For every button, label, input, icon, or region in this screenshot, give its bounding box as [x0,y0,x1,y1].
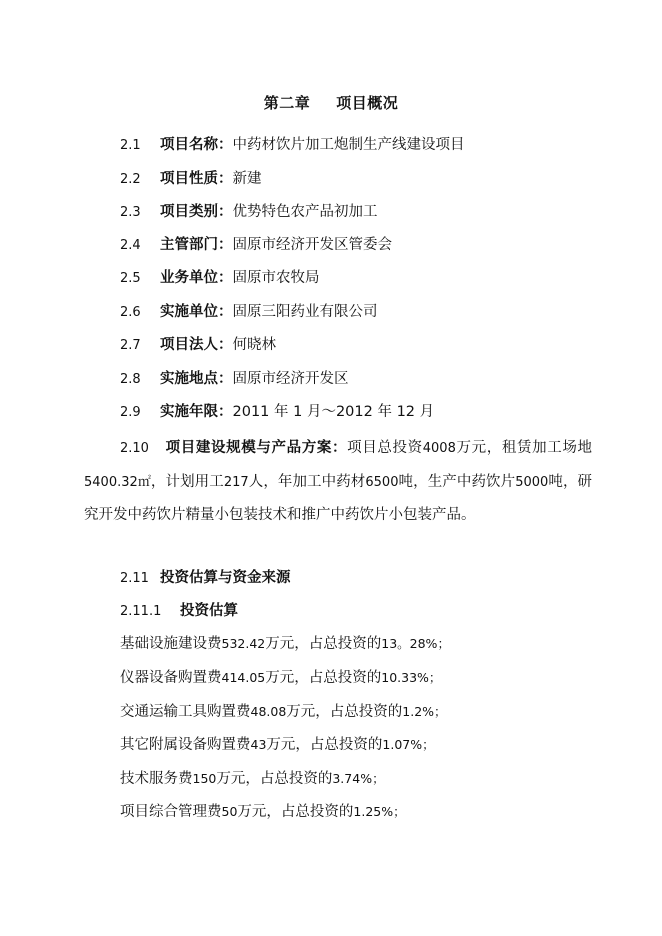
cost-name: 项目综合管理费 [120,804,222,820]
item-number: 2.8 [120,372,141,387]
item-line [120,369,349,390]
item-label: 实施年限： [160,404,233,420]
item-label: 业务单位： [160,270,233,286]
item-number: 2.4 [120,238,141,253]
item-value: 固原三阳药业有限公司 [232,304,378,320]
scale-value: 217 [223,474,249,490]
cost-unit: 万元，占总投资的 [266,737,383,753]
item-line [120,402,434,423]
cost-amount: 50 [221,804,238,819]
subsection-heading [120,601,238,622]
cost-unit: 万元，占总投资的 [265,636,382,652]
section-number: 2.11 [120,571,149,586]
item-value: 中药材饮片加工炮制生产线建设项目 [232,137,465,153]
chapter-heading: 项目概况 [336,94,399,112]
cost-amount: 414.05 [221,670,266,685]
item-number: 2.5 [120,271,141,286]
cost-line [120,735,435,755]
cost-amount: 532.42 [221,636,266,651]
item-number: 2.10 [120,441,149,456]
item-label: 实施地点： [160,371,233,387]
item-value: 2011 年 1 月～2012 年 12 月 [232,404,435,420]
cost-percent: 1.07%； [382,737,435,752]
item-line [120,169,262,190]
item-value: 固原市农牧局 [232,270,320,286]
item-line [120,302,378,323]
scale-text: 项目总投资 [347,440,423,456]
item-line [120,335,276,356]
cost-line [120,668,441,688]
chapter-number: 第二章 [263,94,311,112]
item-value: 新建 [232,171,262,187]
cost-unit: 万元，占总投资的 [216,771,333,787]
scale-text: 吨，研究开发中药饮片精量小包装技术和推广中药饮片小包装产品。 [84,473,593,523]
scale-text: 人，年加工中药材 [248,473,366,490]
item-number: 2.9 [120,405,141,420]
item-line [120,202,378,223]
cost-name: 基础设施建设费 [120,636,222,652]
item-line [120,268,320,289]
section-title: 投资估算 [180,603,238,619]
scale-value: 6500 [365,474,399,490]
cost-percent: 1.25%； [353,804,406,819]
item-label: 项目类别： [160,204,233,220]
item-label: 项目名称： [160,137,233,153]
cost-percent: 13。28%； [381,636,450,651]
section-title: 投资估算与资金来源 [160,570,291,586]
item-value: 优势特色农产品初加工 [232,204,378,220]
cost-unit: 万元，占总投资的 [265,670,382,686]
section-number: 2.11.1 [120,604,162,619]
cost-line [120,634,450,654]
scale-text: ，计划用工 [150,473,224,490]
item-number: 2.1 [120,138,141,153]
cost-name: 交通运输工具购置费 [120,704,251,720]
item-label: 项目建设规模与产品方案： [164,440,348,456]
cost-unit: 万元，占总投资的 [286,704,403,720]
item-value: 固原市经济开发区管委会 [232,237,392,253]
cost-amount: 48.08 [250,704,287,719]
scale-value: 5400.32㎡ [84,474,151,490]
item-label: 项目性质： [160,171,233,187]
cost-percent: 10.33%； [381,670,442,685]
cost-percent: 3.74%； [332,771,385,786]
cost-unit: 万元，占总投资的 [237,804,354,820]
section-heading [120,568,291,589]
item-label: 项目法人： [160,337,233,353]
scale-value: 5000 [515,474,549,490]
scale-text: 万元，租赁加工场地 [455,440,593,456]
item-number: 2.6 [120,305,141,320]
item-line [120,235,392,256]
item-value: 何晓林 [232,337,276,353]
cost-name: 仪器设备购置费 [120,670,222,686]
scale-value: 4008 [422,441,456,456]
item-number: 2.2 [120,172,141,187]
cost-line [120,769,385,789]
cost-name: 其它附属设备购置费 [120,737,251,753]
item-number: 2.3 [120,205,141,220]
scale-paragraph [84,432,592,533]
scale-text: 吨，生产中药饮片 [398,473,516,490]
item-value: 固原市经济开发区 [232,371,349,387]
cost-percent: 1.2%； [402,704,447,719]
item-line [120,135,465,156]
item-label: 主管部门： [160,237,233,253]
item-number: 2.7 [120,338,141,353]
cost-amount: 43 [250,737,267,752]
cost-amount: 150 [192,771,217,786]
item-label: 实施单位： [160,304,233,320]
cost-line [120,702,447,722]
cost-line [120,802,406,822]
chapter-title [0,92,662,113]
cost-name: 技术服务费 [120,771,193,787]
